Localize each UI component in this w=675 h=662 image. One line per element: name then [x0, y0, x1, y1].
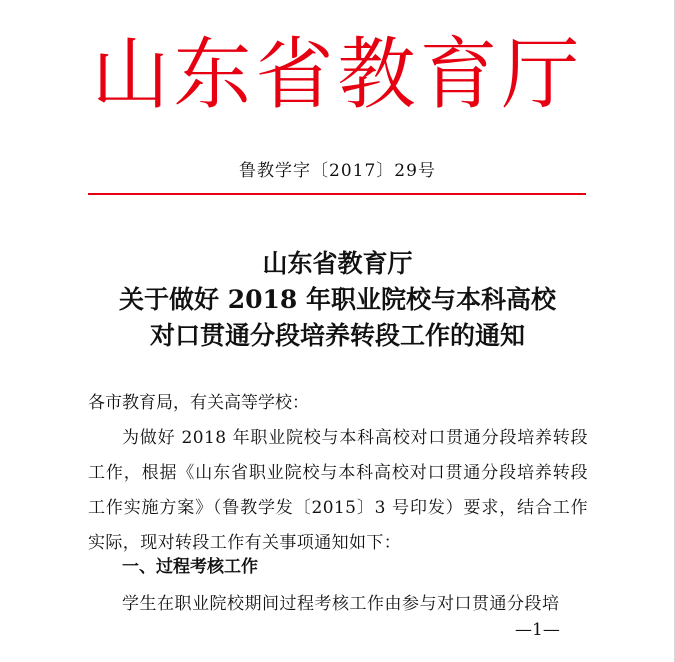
- red-divider-line: [88, 193, 586, 195]
- page-number: —1—: [515, 620, 560, 640]
- notice-title-line-1: 山东省教育厅: [262, 249, 413, 278]
- notice-title-line-2: 关于做好 2018 年职业院校与本科高校: [119, 285, 556, 314]
- addressee-line: 各市教育局，有关高等学校：: [88, 393, 309, 413]
- notice-title-line-3: 对口贯通分段培养转段工作的通知: [149, 321, 525, 350]
- intro-paragraph: 为做好 2018 年职业院校与本科高校对口贯通分段培养转段工作，根据《山东省职业院校与本科高校对口贯通分段培养转段工作实施方案》（鲁教学发〔2015〕3 号印发）要求，结合工作实际，现对转段工作有关事项通知如下：: [88, 428, 588, 553]
- letterhead-title: 山东省教育厅: [91, 30, 584, 120]
- notice-title: [0, 246, 675, 354]
- section-heading-1: 一、过程考核工作: [122, 557, 258, 577]
- document-number: 鲁教学字〔2017〕29号: [239, 161, 436, 181]
- section-1-paragraph: 学生在职业院校期间过程考核工作由参与对口贯通分段培: [122, 594, 560, 614]
